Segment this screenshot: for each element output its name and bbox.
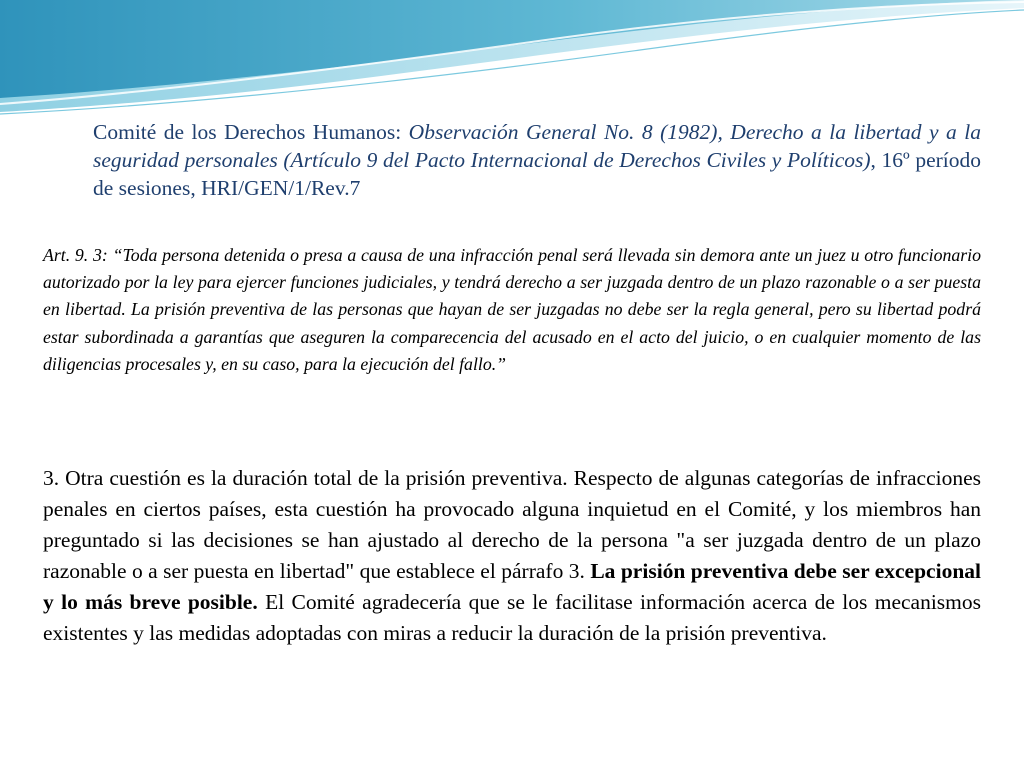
title-part-2: Observación General No. 8 (1982), Derecho a la libertad y a la seguridad personales (Artículo 9 del Pacto Internacional de Derechos Civiles y Políticos) [93, 120, 981, 172]
paragraph-bold-emphasis: La prisión preventiva debe ser excepcional y lo más breve posible. [43, 559, 981, 614]
title-part-3: , 16º período de sesiones, HRI/GEN/1/Rev.7 [93, 148, 982, 200]
paragraph-outro: El Comité agradecería que se le facilitase información acerca de los mecanismos existentes y las medidas adoptadas con miras a reducir la duración de la prisión preventiva. [43, 590, 982, 645]
title-part-1: Comité de los Derechos Humanos: [93, 120, 409, 144]
header-wave-decoration [0, 0, 1024, 120]
body-paragraph [43, 463, 981, 649]
slide-title [93, 118, 981, 202]
paragraph-intro: 3. Otra cuestión es la duración total de la prisión preventiva. Respecto de algunas categorías de infracciones penales en ciertos países, esta cuestión ha provocado alguna inquietud en el Comité, y los miembros han preguntado si las decisiones se han ajustado al derecho de la persona "a ser juzgada dentro de un plazo razonable o a ser puesta en libertad" que establece el párrafo 3. [43, 466, 981, 583]
article-quote: Art. 9. 3: “Toda persona detenida o presa a causa de una infracción penal será llevada sin demora ante un juez u otro funcionario autorizado por la ley para ejercer funciones judiciales, y tendrá derecho a ser juzgada dentro de un plazo razonable o a ser puesta en libertad. La prisión preventiva de las personas que hayan de ser juzgadas no debe ser la regla general, pero su libertad podrá estar subordinada a garantías que aseguren la comparecencia del acusado en el acto del juicio, o en cualquier momento de las diligencias procesales y, en su caso, para la ejecución del fallo.” [43, 245, 981, 374]
